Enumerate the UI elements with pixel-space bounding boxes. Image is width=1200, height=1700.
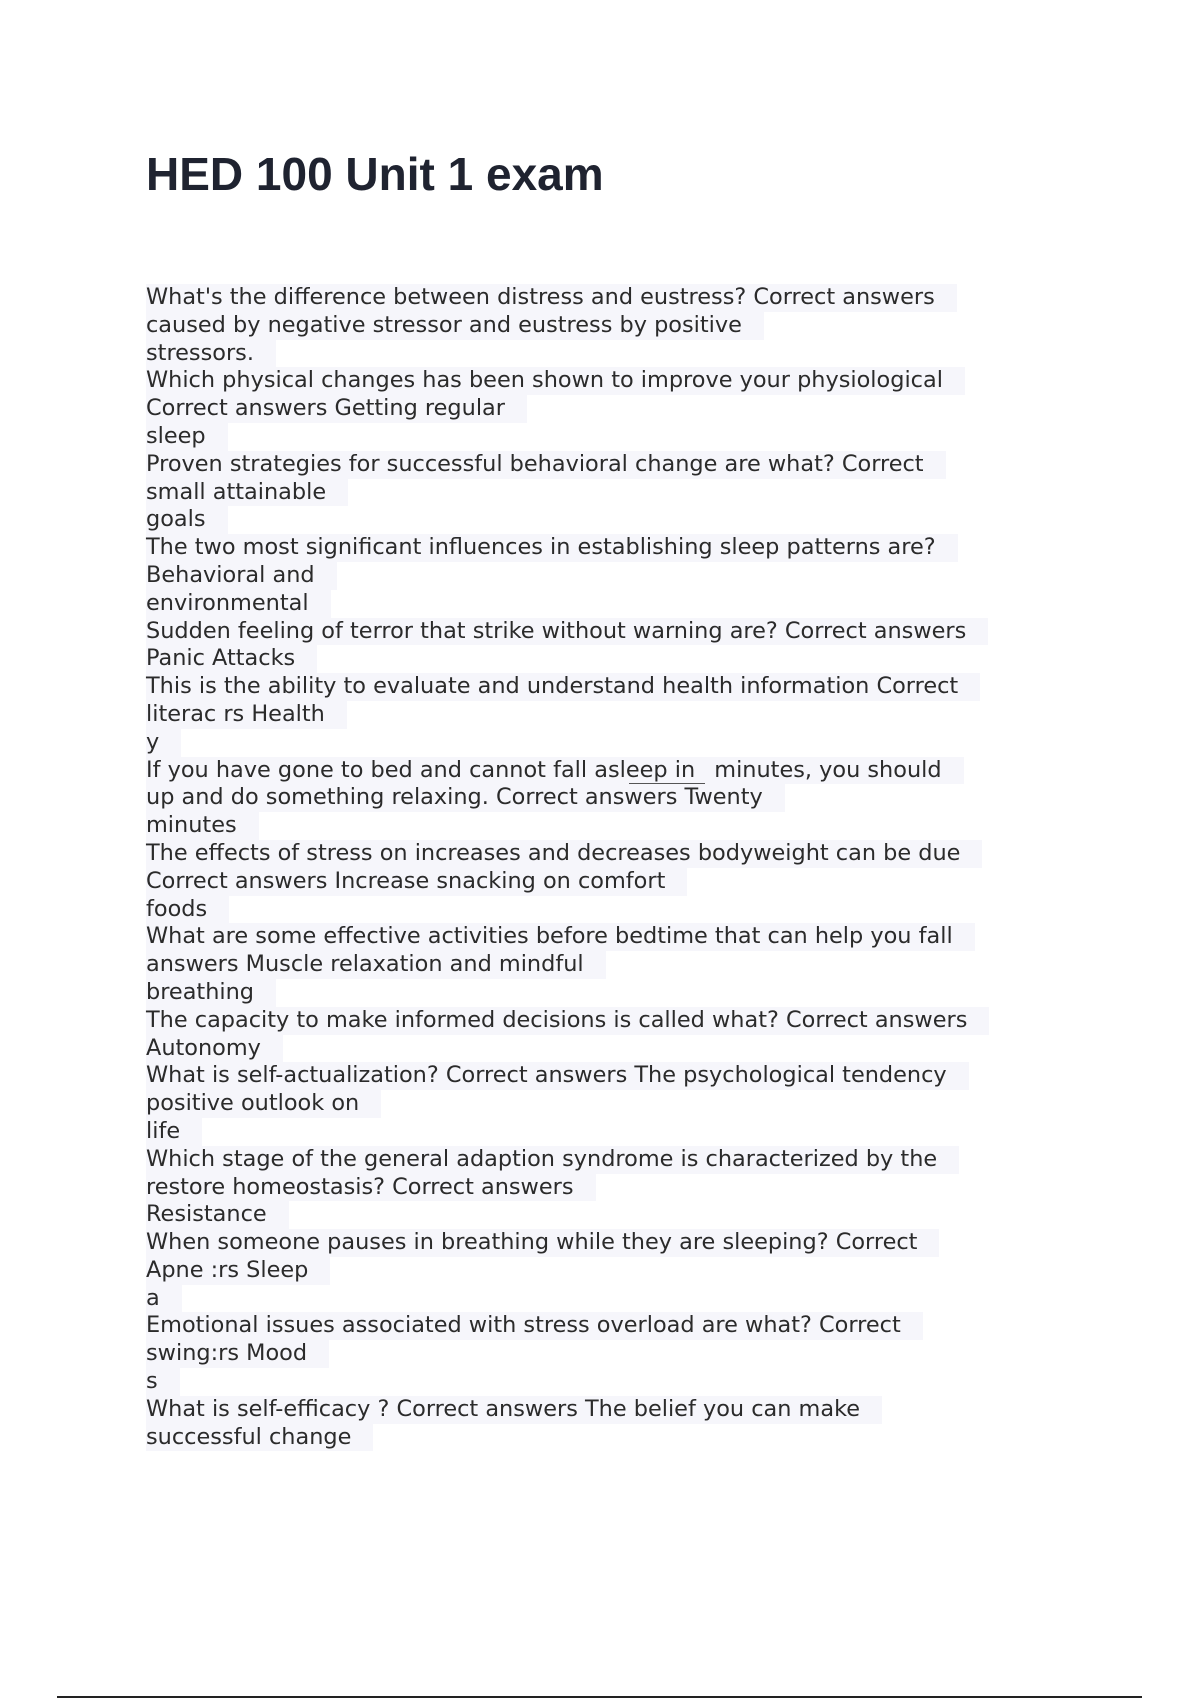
text-line: Proven strategies for successful behavioral change are what? Correct: [146, 451, 946, 479]
text-line: stressors.: [146, 340, 276, 368]
text-line: Correct answers Getting regular: [146, 395, 527, 423]
page-title: HED 100 Unit 1 exam: [146, 148, 604, 200]
text-line: life: [146, 1118, 202, 1146]
text-line: What is self-actualization? Correct answers The psychological tendency: [146, 1062, 969, 1090]
text-line: Behavioral and: [146, 562, 337, 590]
text-line-start: If you have gone to bed and cannot fall asleep in: [146, 756, 696, 783]
text-line: Resistance: [146, 1201, 289, 1229]
text-line: foods: [146, 896, 229, 924]
text-line: Correct answers Increase snacking on comfort: [146, 868, 687, 896]
text-line: When someone pauses in breathing while they are sleeping? Correct: [146, 1229, 939, 1257]
text-line: Autonomy: [146, 1035, 283, 1063]
text-line: Sudden feeling of terror that strike without warning are? Correct answers: [146, 618, 988, 646]
text-line: Panic Attacks: [146, 645, 317, 673]
text-line: small attainable: [146, 479, 348, 507]
text-line: What is self-efficacy ? Correct answers The belief you can make: [146, 1396, 882, 1424]
text-line: Which physical changes has been shown to improve your physiological: [146, 367, 965, 395]
text-line: The two most significant influences in establishing sleep patterns are?: [146, 534, 958, 562]
text-line: What's the difference between distress and eustress? Correct answers: [146, 284, 957, 312]
text-line: positive outlook on: [146, 1090, 381, 1118]
footer-rule: [57, 1696, 1142, 1698]
text-line: y: [146, 729, 181, 757]
text-line: caused by negative stressor and eustress by positive: [146, 312, 764, 340]
text-line-end: minutes, you should: [707, 756, 942, 783]
text-line: s: [146, 1368, 180, 1396]
text-line: goals: [146, 506, 228, 534]
text-line: breathing: [146, 979, 276, 1007]
text-line: minutes: [146, 812, 259, 840]
text-line: swing:rs Mood: [146, 1340, 329, 1368]
text-line: literac rs Health: [146, 701, 347, 729]
text-line: The effects of stress on increases and decreases bodyweight can be due: [146, 840, 982, 868]
text-line: restore homeostasis? Correct answers: [146, 1174, 596, 1202]
text-line: Emotional issues associated with stress overload are what? Correct: [146, 1312, 923, 1340]
text-line: What are some effective activities before bedtime that can help you fall: [146, 923, 975, 951]
text-line: up and do something relaxing. Correct answers Twenty: [146, 784, 785, 812]
text-line: environmental: [146, 590, 331, 618]
text-line: [146, 757, 964, 785]
text-line: a: [146, 1285, 182, 1313]
text-line: This is the ability to evaluate and understand health information Correct: [146, 673, 980, 701]
text-line: Which stage of the general adaption syndrome is characterized by the: [146, 1146, 959, 1174]
text-line: Apne :rs Sleep: [146, 1257, 330, 1285]
text-line: The capacity to make informed decisions is called what? Correct answers: [146, 1007, 989, 1035]
fill-in-blank: [629, 761, 705, 784]
text-line: sleep: [146, 423, 228, 451]
text-line: successful change: [146, 1424, 373, 1452]
text-line: answers Muscle relaxation and mindful: [146, 951, 606, 979]
exam-content: [146, 284, 1106, 1451]
